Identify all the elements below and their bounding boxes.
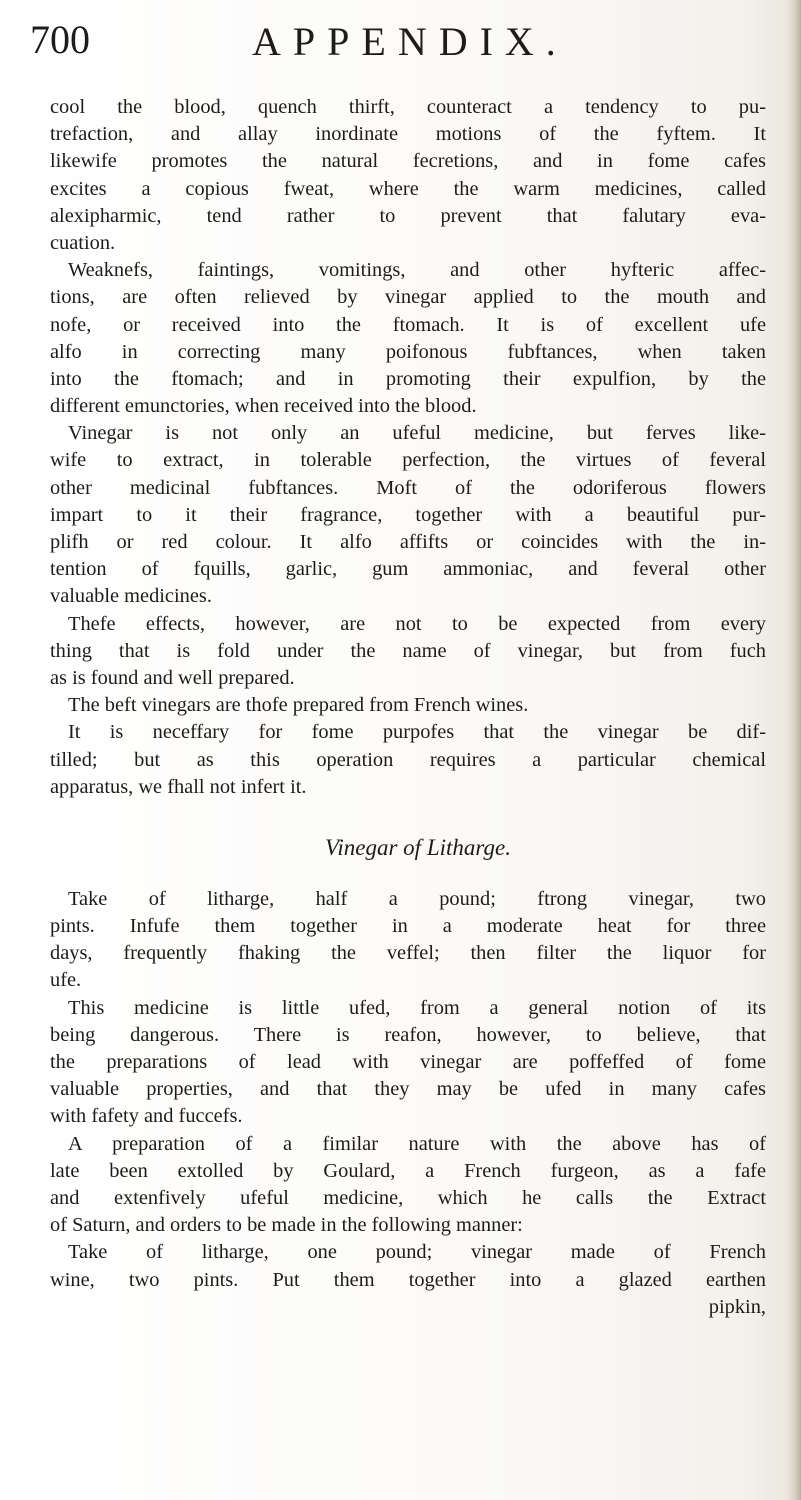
- text-line: A preparation of a fimilar nature with the above has of: [68, 1132, 766, 1155]
- text-line: The beft vinegars are thofe prepared from French wines.: [68, 694, 529, 717]
- text-line: likewife promotes the natural fecretions, and in fome cafes: [50, 150, 766, 173]
- text-line: pints. Infufe them together in a moderate heat for three: [50, 915, 766, 938]
- text-line: alfo in correcting many poifonous fubftances, when taken: [50, 340, 766, 363]
- text-line: cool the blood, quench thirft, counteract a tendency to pu-: [50, 96, 766, 118]
- text-line: valuable properties, and that they may be ufed in many cafes: [50, 1078, 766, 1101]
- text-line: other medicinal fubftances. Moft of the odoriferous flowers: [50, 476, 766, 499]
- text-line: thing that is fold under the name of vinegar, but from fuch: [50, 639, 766, 662]
- text-line: apparatus, we fhall not infert it.: [50, 775, 307, 798]
- text-line: tention of fquills, garlic, gum ammoniac, and feveral other: [50, 558, 766, 581]
- text-line: days, frequently fhaking the veffel; then filter the liquor for: [50, 942, 766, 965]
- text-line: trefaction, and allay inordinate motions of the fyftem. It: [50, 123, 766, 146]
- text-line: excites a copious fweat, where the warm medicines, called: [50, 177, 766, 200]
- text-line: tilled; but as this operation requires a particular chemical: [50, 748, 766, 771]
- text-line: Thefe effects, however, are not to be expected from every: [68, 612, 766, 635]
- text-line: nofe, or received into the ftomach. It is of excellent ufe: [50, 313, 766, 336]
- text-line: valuable medicines.: [50, 585, 212, 608]
- page-header: [30, 14, 750, 70]
- text-line: It is neceffary for fome purpofes that the vinegar be dif-: [68, 721, 766, 744]
- spacer: [50, 801, 766, 830]
- text-line: cuation.: [50, 231, 116, 254]
- text-line: ufe.: [50, 969, 82, 992]
- text-line: impart to it their fragrance, together with a beautiful pur-: [50, 503, 766, 526]
- page-number: 700: [30, 17, 90, 62]
- text-line: Take of litharge, half a pound; ftrong vinegar, two: [68, 887, 766, 910]
- body-text: [50, 94, 766, 1321]
- text-line: being dangerous. There is reafon, however, to believe, that: [50, 1023, 766, 1046]
- text-line: with fafety and fuccefs.: [50, 1105, 243, 1128]
- text-line: Take of litharge, one pound; vinegar made of French: [68, 1241, 766, 1264]
- text-line: the preparations of lead with vinegar are poffeffed of fome: [50, 1051, 766, 1073]
- text-line: into the ftomach; and in promoting their expulfion, by the: [50, 367, 766, 390]
- text-line: late been extolled by Goulard, a French furgeon, as a fafe: [50, 1159, 766, 1182]
- text-line: of Saturn, and orders to be made in the following manner:: [50, 1214, 523, 1237]
- text-line: alexipharmic, tend rather to prevent that falutary eva-: [50, 204, 766, 227]
- text-line: tions, are often relieved by vinegar applied to the mouth and: [50, 286, 766, 309]
- text-line: This medicine is little ufed, from a general notion of its: [68, 996, 766, 1019]
- spacer: [50, 866, 766, 886]
- running-head: APPENDIX.: [252, 19, 568, 64]
- page-edge-shadow: [787, 0, 801, 1500]
- catchword: pipkin,: [708, 1295, 766, 1318]
- text-line: and extenfively ufeful medicine, which he calls the Extract: [50, 1186, 766, 1209]
- text-line: different emunctories, when received into the blood.: [50, 395, 477, 418]
- text-line: plifh or red colour. It alfo affifts or coincides with the in-: [50, 531, 766, 553]
- text-line: as is found and well prepared.: [50, 666, 295, 689]
- text-line: wine, two pints. Put them together into a glazed earthen: [50, 1268, 766, 1291]
- text-line: Weaknefs, faintings, vomitings, and other hyfteric affec-: [68, 259, 766, 282]
- text-line: Vinegar is not only an ufeful medicine, but ferves like-: [68, 422, 766, 445]
- section-heading: Vinegar of Litharge.: [325, 834, 511, 860]
- text-line: wife to extract, in tolerable perfection, the virtues of feveral: [50, 449, 766, 472]
